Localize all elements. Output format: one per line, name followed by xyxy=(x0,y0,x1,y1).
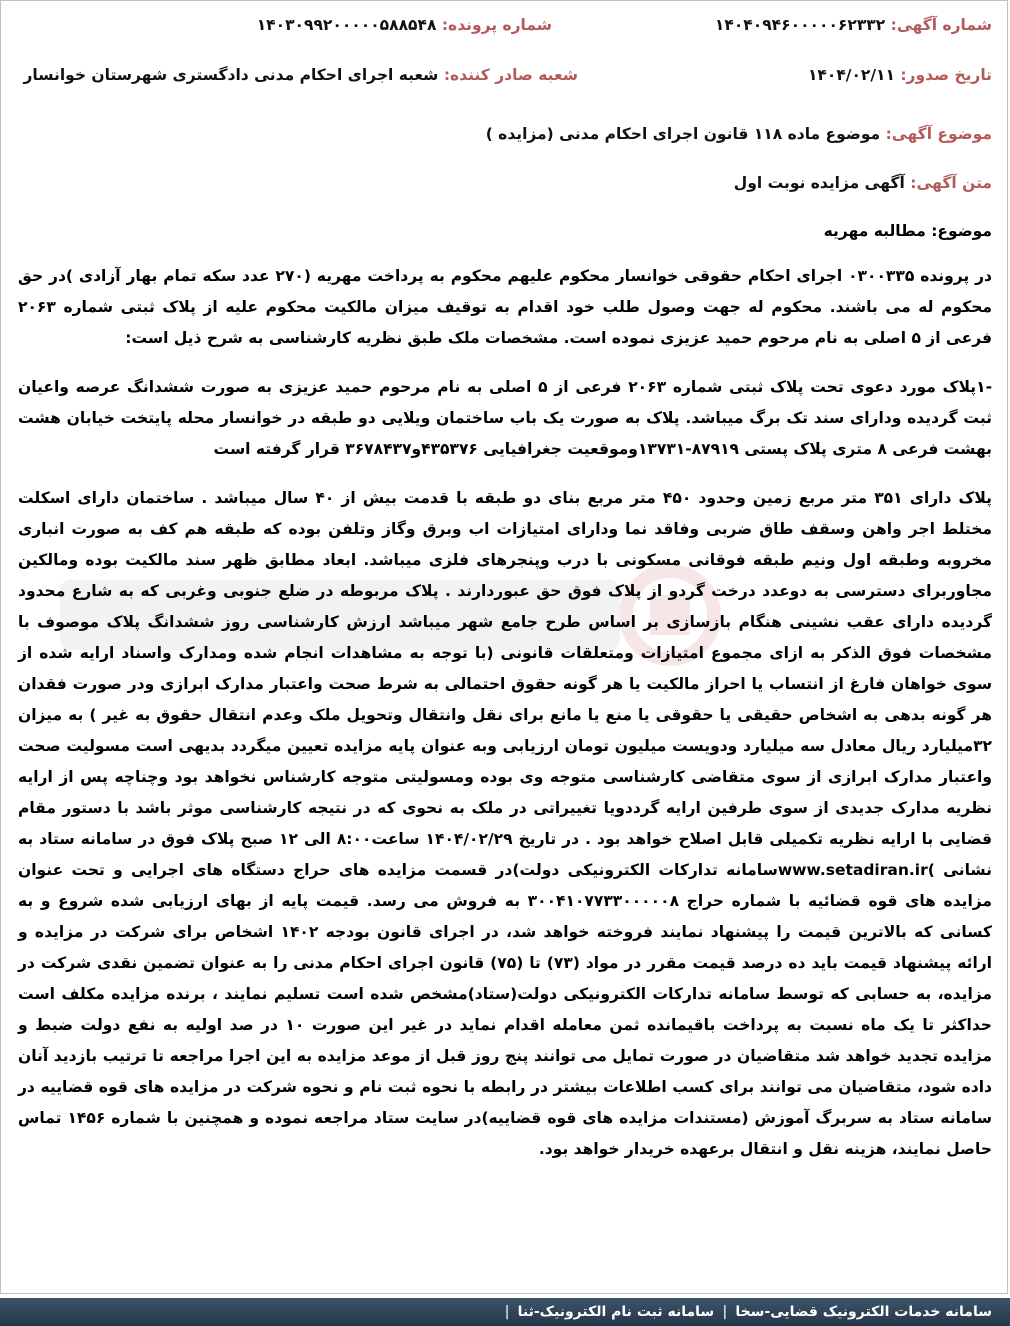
issuer-label: شعبه صادر کننده: xyxy=(443,66,578,84)
paragraph-2: -۱پلاک مورد دعوی تحت پلاک ثبتی شماره ۲۰۶۳ فرعی از ۵ اصلی به نام مرحوم حمید عزیزی به صورت ششدانگ عرصه واعیان ثبت گردیده ودارای سند تک برگ میباشد. پلاک به صورت یک باب ساختمان ویلایی دو طبقه در خوانسار محله پایتخت خیابان هشت بهشت فرعی ۸ متری پلاک پستی ۸۷۹۱۹-۱۳۷۳۱وموقعیت جغرافیایی ۴۳۵۳۷۶و۳۶۷۸۴۳۷ قرار گرفته است xyxy=(18,378,992,458)
subject-value: موضوع ماده ۱۱۸ قانون اجرای احکام مدنی (مزایده ) xyxy=(485,125,881,143)
footer-separator: | xyxy=(722,1304,728,1320)
setadiran-link[interactable]: www.setadiran.ir xyxy=(777,861,928,879)
text-title-value: آگهی مزایده نوبت اول xyxy=(733,174,905,192)
header-row-1 xyxy=(18,16,992,42)
paragraph-3 xyxy=(18,483,992,1165)
ad-number-label: شماره آگهی: xyxy=(890,16,992,34)
footer-link-sana[interactable]: سامانه ثبت نام الکترونیک-ثنا xyxy=(517,1304,715,1320)
footer-link-sakha[interactable]: سامانه خدمات الکترونیک قضایی-سخا xyxy=(735,1304,992,1320)
notice-body xyxy=(18,216,992,1165)
subject-row xyxy=(18,125,992,151)
topic-line: موضوع: مطالبه مهریه xyxy=(823,222,992,240)
ad-number-value: ۱۴۰۴۰۹۴۶۰۰۰۰۰۶۲۳۳۲ xyxy=(714,16,886,34)
file-number-value: ۱۴۰۳۰۹۹۲۰۰۰۰۰۵۸۸۵۴۸ xyxy=(256,16,437,34)
subject xyxy=(486,125,992,143)
file-number-label: شماره پرونده: xyxy=(441,16,552,34)
issue-date xyxy=(808,66,992,84)
issuer-value: شعبه اجرای احکام مدنی دادگستری شهرستان خوانسار xyxy=(23,66,439,84)
text-label: متن آگهی: xyxy=(910,174,992,192)
paragraph-1: در پرونده ۰۳۰۰۳۳۵ اجرای احکام حقوقی خوانسار محکوم علیهم محکوم به پرداخت مهریه (۲۷۰ عدد سکه تمام بهار آزادی )در حق محکوم له می باشند. محکوم له جهت وصول طلب خود اقدام به توقیف میزان مالکیت محکوم علیه از پلاک ثبتی شماره ۲۰۶۳ فرعی از ۵ اصلی به نام مرحوم حمید عزیزی نموده است. مشخصات ملک طبق نظریه کارشناسی به شرح ذیل است: xyxy=(18,267,992,347)
issue-date-value: ۱۴۰۴/۰۲/۱۱ xyxy=(807,66,895,84)
issuer xyxy=(23,66,578,84)
ad-number xyxy=(715,16,992,34)
paragraph-3-part-b: سامانه تدارکات الکترونیکی دولت)در قسمت مزایده های حراج دستگاه های اجرایی و تحت عنوان مزایده های قوه قضائیه با شماره حراج ۳۰۰۴۱۰۷۷۳۳۰۰۰۰۰۸ به فروش می رسد. قیمت پایه از بهای ارزیابی شده شروع و به کسانی که بالاترین قیمت را پیشنهاد نمایند فروخته خواهد شد، در اجرای قانون بودجه ۱۴۰۲ اشخاص برای شرکت در مزایده و ارائه پیشنهاد قیمت باید ده درصد قیمت مقرر در مواد (۷۳) تا (۷۵) قانون اجرای احکام مدنی را به عنوان تضمین نقدی شرکت در مزایده، به حسابی که توسط سامانه تدارکات الکترونیکی دولت(ستاد)مشخص شده است تسلیم نمایند ، برنده مزایده مکلف است حداکثر تا یک ماه نسبت به پرداخت باقیمانده ثمن معامله اقدام نماید در غیر این صورت ۱۰ در صد اولیه به نفع دولت ضبط و مزایده تجدید خواهد شد متقاضیان در صورت تمایل می توانند پنج روز قبل از موعد مزایده به این اجرا مراجعه تا ترتیب بازدید آنان داده شود، متقاضیان می توانند برای کسب اطلاعات بیشتر در رابطه با نحوه ثبت نام و نحوه شرکت در مزایده های قوه قضاییه در سامانه ستاد به سربرگ آموزش (مستندات مزایده های قوه قضاییه)در سایت ستاد مراجعه نموده و همچنین با شماره ۱۴۵۶ تماس حاصل نمایند، هزینه نقل و انتقال برعهده خریدار خواهد بود. xyxy=(18,861,993,1158)
paragraph-3-part-a: پلاک دارای ۳۵۱ متر مربع زمین وحدود ۴۵۰ متر مربع بنای دو طبقه با قدمت بیش از ۴۰ سال میباشد . ساختمان دارای اسکلت مختلط اجر واهن وسقف طاق ضربی وفاقد نما ودارای امتیازات اب وبرق وگاز وتلفن بوده که طبقه هم کف به صورت انباری مخروبه وطبقه اول ونیم طبقه فوقانی مسکونی با درب وپنجرهای فلزی میباشد. ابعاد مطابق ظهر سند مالکیت بوده ومالکین مجاوربرای دسترسی به دوعدد درخت گردو از پلاک فوق حق عبوردارند . پلاک مربوطه در ضلع جنوبی وغربی که به شارع محدود گردیده دارای عقب نشینی هنگام بازسازی بر اساس طرح جامع شهر میباشد ارزش کارشناسی روز ششدانگ پلاک موصوف با مشخصات فوق الذکر به ازای مجموع امتیازات ومتعلقات قانونی (با توجه به مشاهدات انجام شده ومدارک واسناد ارایه شده از سوی خواهان فارغ از انتساب یا احراز مالکیت یا هر گونه حقوق احتمالی به شرط صحت واعتبار مدارک ابرازی ودر صورت فقدان هر گونه بدهی به اشخاص حقیقی یا حقوقی یا منع یا مانع برای نقل وانتقال وتحویل ملک وعدم انتقال حقوق به غیر ) به میزان ۳۲میلیارد ریال معادل سه میلیارد ودویست میلیون تومان ارزیابی وبه عنوان پایه مزایده تعیین میگردد بدیهی است مسولیت صحت واعتبار مدارک ابرازی از سوی متقاضی کارشناسی متوجه وی بوده ومسولیتی متوجه کارشناس نخواهد بود وچناچه پس از ارایه نظریه مدارک جدیدی از سوی طرفین ارایه گرددویا تغییراتی در ملک به نحوی که در نتیجه کارشناسی موثر باشد با دستور مقام قضایی با ارایه نظریه تکمیلی قابل اصلاح خواهد بود . در تاریخ ۱۴۰۴/۰۲/۲۹ ساعت۸:۰۰ الی ۱۲ صبح پلاک فوق در سامانه ستاد به نشانی ) xyxy=(18,489,993,879)
header-row-2 xyxy=(18,66,992,92)
subject-label: موضوع آگهی: xyxy=(885,125,992,143)
footer-separator-trailing: | xyxy=(504,1304,510,1320)
issue-date-label: تاریخ صدور: xyxy=(900,66,992,84)
file-number xyxy=(257,16,552,34)
text-title-row xyxy=(18,174,992,200)
text-title xyxy=(734,174,992,192)
footer-bar xyxy=(0,1298,1010,1326)
